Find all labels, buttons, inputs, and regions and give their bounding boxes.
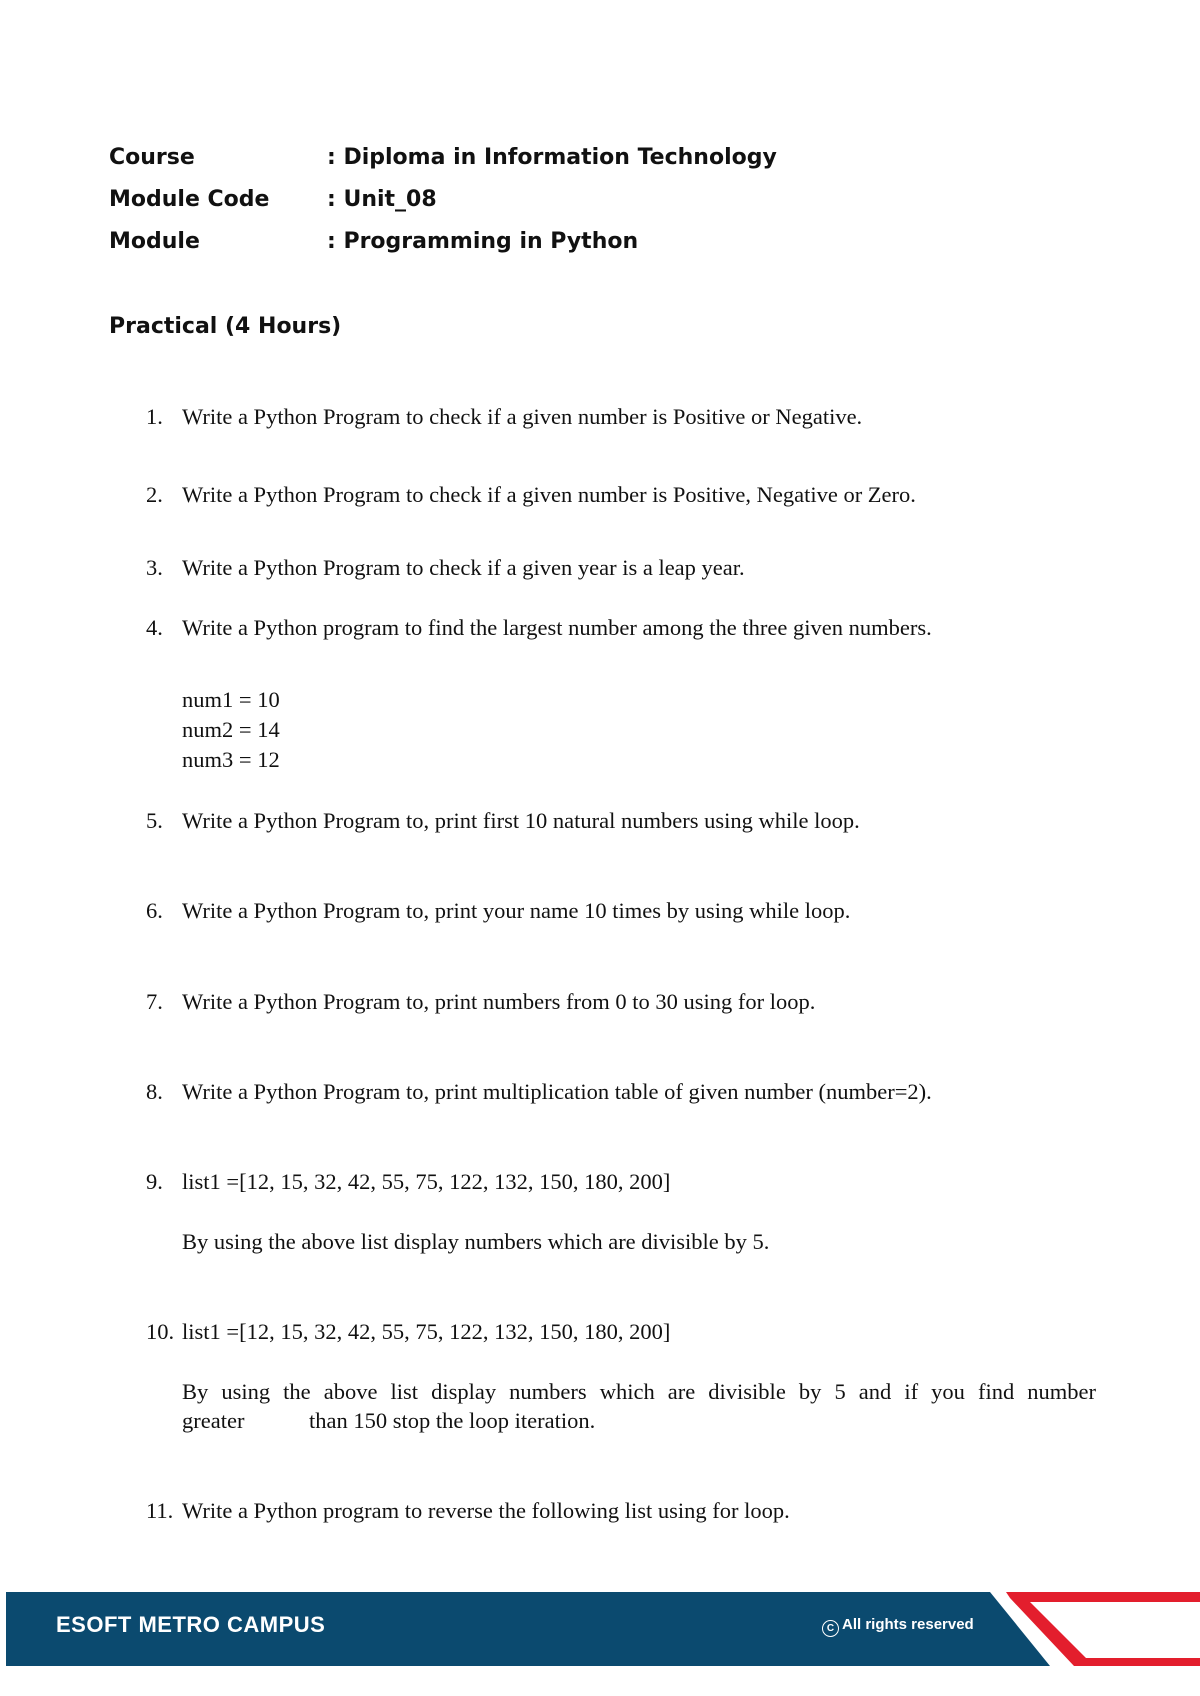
- task-number: 3.: [146, 555, 163, 580]
- task-number: 6.: [146, 898, 163, 923]
- task-number: 11.: [146, 1498, 174, 1523]
- task-text: Write a Python Program to, print first 10 natural numbers using while loop.: [182, 808, 860, 833]
- task-text: list1 =[12, 15, 32, 42, 55, 75, 122, 132, 150, 180, 200]: [182, 1319, 671, 1344]
- task-number: 4.: [146, 615, 163, 640]
- module-label: Module: [109, 229, 200, 254]
- code-line: num1 = 10: [182, 687, 280, 712]
- copyright-text: All rights reserved: [842, 1616, 974, 1633]
- task-text: list1 =[12, 15, 32, 42, 55, 75, 122, 132, 150, 180, 200]: [182, 1169, 671, 1194]
- task-subtext-line: greater: [182, 1408, 245, 1433]
- task-number: 10.: [146, 1319, 175, 1344]
- task-text: Write a Python program to find the largest number among the three given numbers.: [182, 615, 932, 640]
- task-text: Write a Python Program to check if a given year is a leap year.: [182, 555, 745, 580]
- task-number: 7.: [146, 989, 163, 1014]
- code-line: num3 = 12: [182, 747, 280, 772]
- task-text: Write a Python program to reverse the following list using for loop.: [182, 1498, 790, 1523]
- module-code-row: [109, 185, 909, 227]
- task-text: Write a Python Program to check if a given number is Positive or Negative.: [182, 404, 863, 429]
- course-value: : Diploma in Information Technology: [327, 145, 777, 170]
- module-row: [109, 227, 909, 269]
- task-number: 1.: [146, 404, 163, 429]
- task-number: 5.: [146, 808, 163, 833]
- copyright-icon: C: [822, 1620, 839, 1637]
- task-text: Write a Python Program to check if a given number is Positive, Negative or Zero.: [182, 482, 916, 507]
- module-code-label: Module Code: [109, 187, 270, 212]
- task-number: 8.: [146, 1079, 163, 1104]
- course-label: Course: [109, 145, 195, 170]
- task-number: 9.: [146, 1169, 163, 1194]
- task-subtext-line: By using the above list display numbers which are divisible by 5.: [182, 1229, 770, 1254]
- module-code-value: : Unit_08: [327, 187, 437, 212]
- task-subtext-line: than 150 stop the loop iteration.: [309, 1408, 596, 1433]
- module-value: : Programming in Python: [327, 229, 639, 254]
- task-text: Write a Python Program to, print your name 10 times by using while loop.: [182, 898, 851, 923]
- practical-title: Practical (4 Hours): [109, 314, 342, 339]
- copyright-notice: [822, 1616, 974, 1637]
- task-number: 2.: [146, 482, 163, 507]
- task-subtext-line: By using the above list display numbers which are divisible by 5 and if you find number: [182, 1379, 1096, 1404]
- task-text: Write a Python Program to, print multiplication table of given number (number=2).: [182, 1079, 932, 1104]
- campus-brand: ESOFT METRO CAMPUS: [56, 1612, 326, 1637]
- document-header: [109, 143, 909, 269]
- task-text: Write a Python Program to, print numbers from 0 to 30 using for loop.: [182, 989, 816, 1014]
- course-row: [109, 143, 909, 185]
- code-line: num2 = 14: [182, 717, 280, 742]
